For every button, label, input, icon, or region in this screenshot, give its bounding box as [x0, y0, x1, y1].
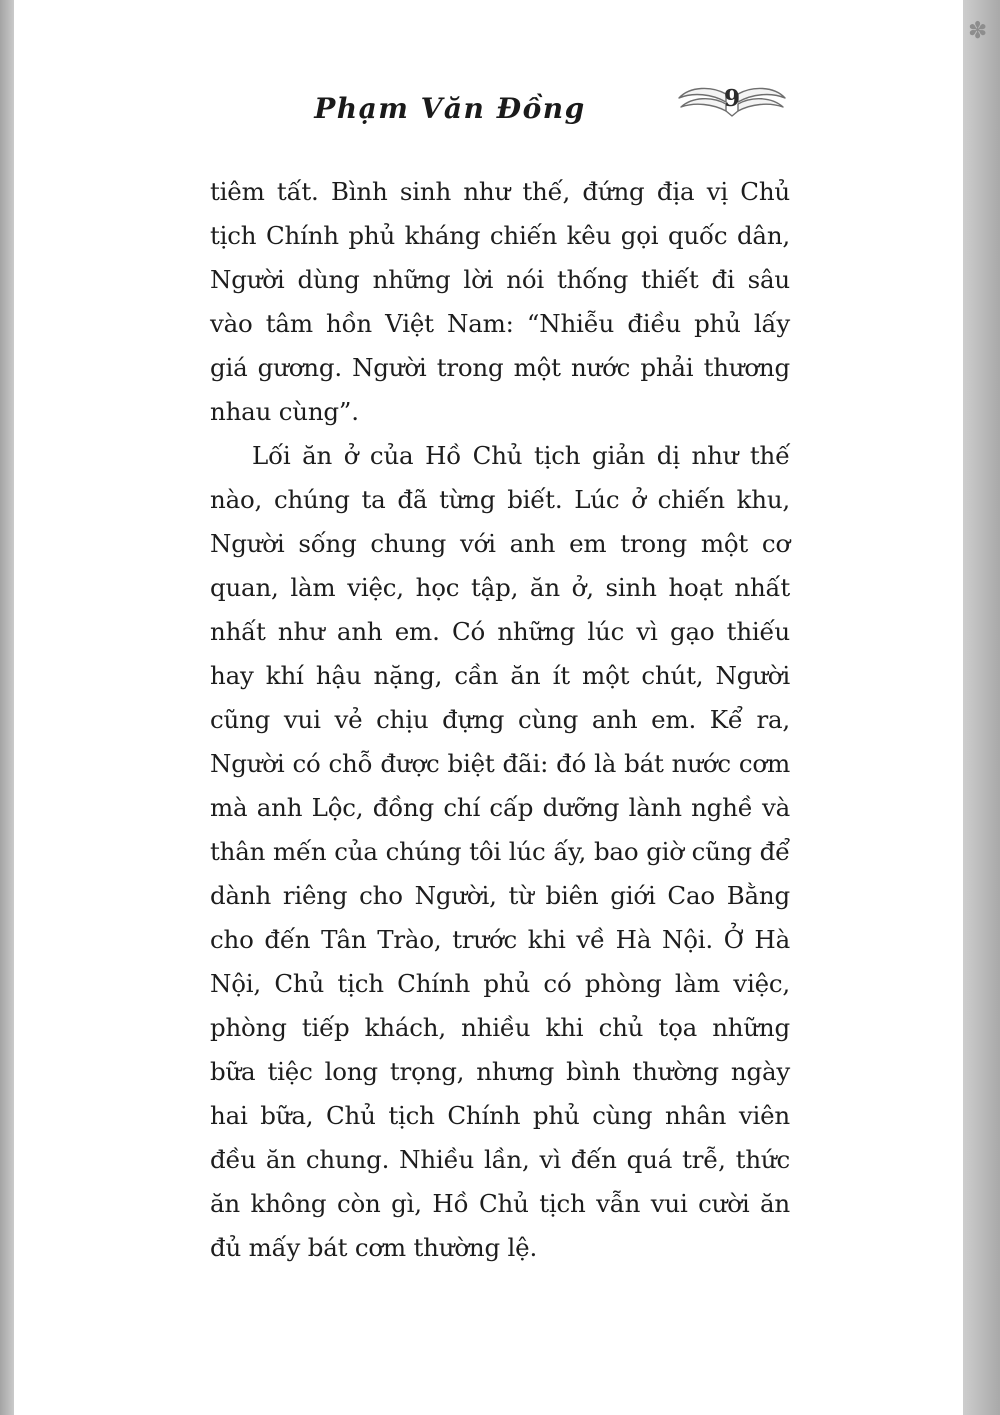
text-line: Lối ăn ở của Hồ Chủ tịch giản dị như thế: [252, 441, 790, 470]
body-text: [210, 170, 790, 1270]
text-line: cũng vui vẻ chịu đựng cùng anh em. Kể ra,: [210, 705, 790, 734]
text-line: Người có chỗ được biệt đãi: đó là bát nước cơm: [210, 749, 790, 778]
text-line: nhất như anh em. Có những lúc vì gạo thiếu: [210, 617, 790, 646]
scan-edge-right: [963, 0, 1000, 1415]
text-line: phòng tiếp khách, nhiều khi chủ tọa những: [210, 1013, 790, 1042]
text-line: vào tâm hồn Việt Nam: “Nhiễu điều phủ lấy: [210, 309, 790, 338]
paragraph: [210, 434, 790, 1270]
text-line: Người dùng những lời nói thống thiết đi sâu: [210, 265, 790, 294]
text-line: Nội, Chủ tịch Chính phủ có phòng làm việc,: [210, 969, 790, 998]
text-line: Người sống chung với anh em trong một cơ: [210, 529, 790, 558]
text-line: bữa tiệc long trọng, nhưng bình thường ngày: [210, 1057, 790, 1086]
text-line: dành riêng cho Người, từ biên giới Cao Bằng: [210, 881, 790, 910]
flower-ornament-icon: ✽: [968, 18, 988, 44]
paragraph: [210, 170, 790, 434]
text-line: ăn không còn gì, Hồ Chủ tịch vẫn vui cười ăn: [210, 1189, 790, 1218]
text-line: hai bữa, Chủ tịch Chính phủ cùng nhân viên: [210, 1101, 790, 1130]
scan-edge-left: [0, 0, 14, 1415]
text-line: tiêm tất. Bình sinh như thế, đứng địa vị Chủ: [210, 177, 790, 206]
running-head-author: Phạm Văn Đồng: [314, 92, 586, 125]
open-book-icon: [676, 84, 788, 126]
text-line: đều ăn chung. Nhiều lần, vì đến quá trễ, thức: [210, 1145, 790, 1174]
text-line: đủ mấy bát cơm thường lệ.: [210, 1233, 538, 1262]
text-line: nhau cùng”.: [210, 397, 359, 426]
text-line: giá gương. Người trong một nước phải thương: [210, 353, 790, 382]
text-line: quan, làm việc, học tập, ăn ở, sinh hoạt nhất: [210, 573, 790, 602]
text-line: tịch Chính phủ kháng chiến kêu gọi quốc dân,: [210, 221, 790, 250]
text-line: nào, chúng ta đã từng biết. Lúc ở chiến khu,: [210, 485, 790, 514]
page-number: 9: [723, 85, 741, 112]
text-line: hay khí hậu nặng, cần ăn ít một chút, Người: [210, 661, 790, 690]
text-line: cho đến Tân Trào, trước khi về Hà Nội. Ở Hà: [210, 925, 790, 954]
text-line: thân mến của chúng tôi lúc ấy, bao giờ cũng để: [210, 837, 790, 866]
text-line: mà anh Lộc, đồng chí cấp dưỡng lành nghề và: [210, 793, 790, 822]
